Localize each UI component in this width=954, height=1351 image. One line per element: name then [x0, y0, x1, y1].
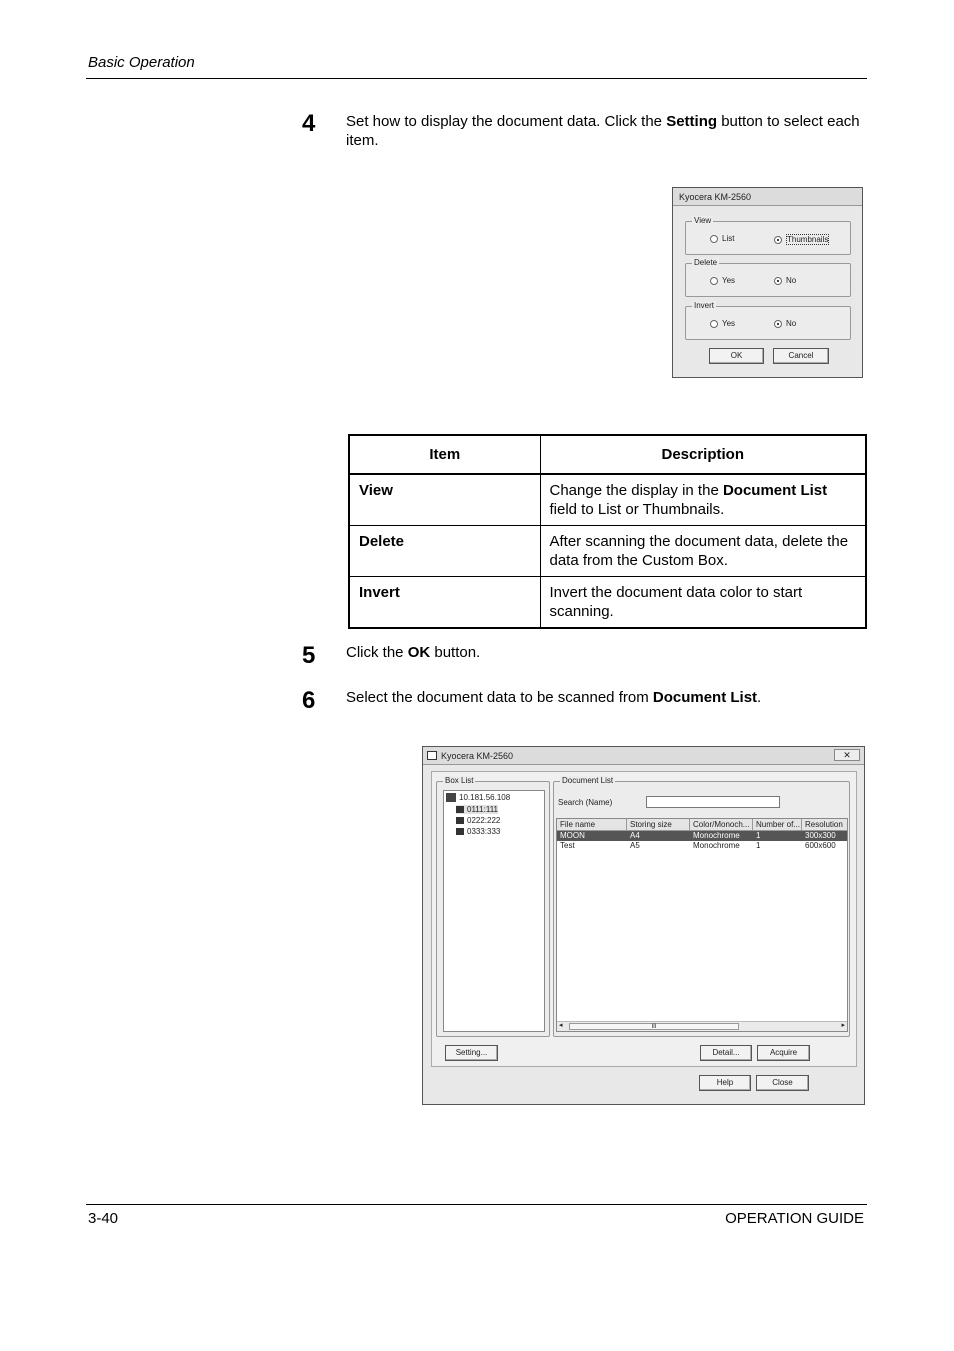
tree-node-box[interactable]: 0333:333 — [456, 827, 500, 836]
view-group: View List Thumbnails — [685, 221, 851, 255]
invert-yes-radio[interactable]: Yes — [710, 319, 735, 328]
delete-yes-radio[interactable]: Yes — [710, 276, 735, 285]
settings-table — [348, 434, 867, 629]
column-header[interactable]: Resolution — [805, 820, 843, 829]
list-item[interactable]: Test A5 Monochrome 1 600x600 — [560, 841, 836, 850]
box-icon — [456, 806, 464, 813]
setting-dialog — [672, 187, 863, 378]
search-label: Search (Name) — [558, 798, 613, 807]
step-number: 4 — [302, 110, 316, 137]
list-item[interactable]: MOON A4 Monochrome 1 300x300 — [557, 831, 847, 841]
table-header: Item — [349, 435, 540, 474]
invert-group: Invert Yes No — [685, 306, 851, 340]
delete-group: Delete Yes No — [685, 263, 851, 297]
scroll-thumb[interactable]: III — [569, 1023, 739, 1030]
help-button[interactable]: Help — [699, 1075, 751, 1091]
scroll-left-icon[interactable]: ◂ — [559, 1022, 563, 1029]
step-text: Set how to display the document data. Click the Setting button to select each item. — [346, 113, 860, 149]
step-text: Click the OK button. — [346, 644, 481, 661]
ok-button[interactable]: OK — [709, 348, 764, 364]
column-header[interactable]: Number of... — [753, 819, 802, 830]
table-row: Invert Invert the document data color to start scanning. — [349, 577, 866, 629]
list-header — [557, 819, 847, 831]
horizontal-scrollbar[interactable] — [557, 1021, 847, 1031]
tree-node-box[interactable]: 0222:222 — [456, 816, 500, 825]
setting-button[interactable]: Setting... — [445, 1045, 498, 1061]
main-window — [422, 746, 865, 1105]
app-icon — [427, 751, 437, 760]
table-header: Description — [540, 435, 866, 474]
box-list-group: Box List 10.181.56.108 0111:111 0222:222 0333:333 — [436, 781, 550, 1037]
delete-no-radio[interactable]: No — [774, 276, 796, 285]
column-header[interactable]: Color/Monoch... — [690, 819, 753, 830]
detail-button[interactable]: Detail... — [700, 1045, 752, 1061]
box-icon — [456, 828, 464, 835]
table-row: Delete After scanning the document data, delete the data from the Custom Box. — [349, 526, 866, 577]
tree-node-box[interactable]: 0111:111 — [456, 805, 498, 814]
footer-rule — [86, 1204, 867, 1205]
table-row: View Change the display in the Document List field to List or Thumbnails. — [349, 474, 866, 526]
acquire-button[interactable]: Acquire — [757, 1045, 810, 1061]
page-number: 3-40 — [88, 1210, 119, 1227]
running-header: Basic Operation — [88, 54, 195, 71]
step-number: 5 — [302, 642, 316, 669]
content-panel — [431, 771, 857, 1067]
scroll-right-icon[interactable]: ▸ — [841, 1022, 845, 1029]
cancel-button[interactable]: Cancel — [773, 348, 829, 364]
dialog-title: Kyocera KM-2560 — [673, 188, 862, 206]
close-icon[interactable]: ✕ — [834, 749, 860, 761]
close-button[interactable]: Close — [756, 1075, 809, 1091]
search-input[interactable] — [646, 796, 780, 808]
invert-no-radio[interactable]: No — [774, 319, 796, 328]
step-number: 6 — [302, 687, 316, 714]
tree-node-server[interactable]: 10.181.56.108 — [446, 793, 510, 802]
step-text: Select the document data to be scanned from Document List. — [346, 689, 762, 706]
header-rule — [86, 78, 867, 79]
document-list-group: Document List Search (Name) File name Storing size Color/Monoch... Number of... Resolution MOON A4 Monochrome 1 300x300 Test A5 Monochrome 1 600x600 ◂ III ▸ — [553, 781, 850, 1037]
computer-icon — [446, 793, 456, 802]
view-list-radio[interactable]: List — [710, 234, 734, 243]
column-header[interactable]: Storing size — [627, 819, 690, 830]
column-header[interactable]: File name — [557, 819, 627, 830]
box-icon — [456, 817, 464, 824]
document-list[interactable] — [556, 818, 848, 1032]
view-thumbnails-radio[interactable]: Thumbnails — [774, 234, 829, 245]
box-tree[interactable] — [443, 790, 545, 1032]
window-title: Kyocera KM-2560 ✕ — [423, 747, 864, 765]
guide-title: OPERATION GUIDE — [725, 1210, 864, 1227]
